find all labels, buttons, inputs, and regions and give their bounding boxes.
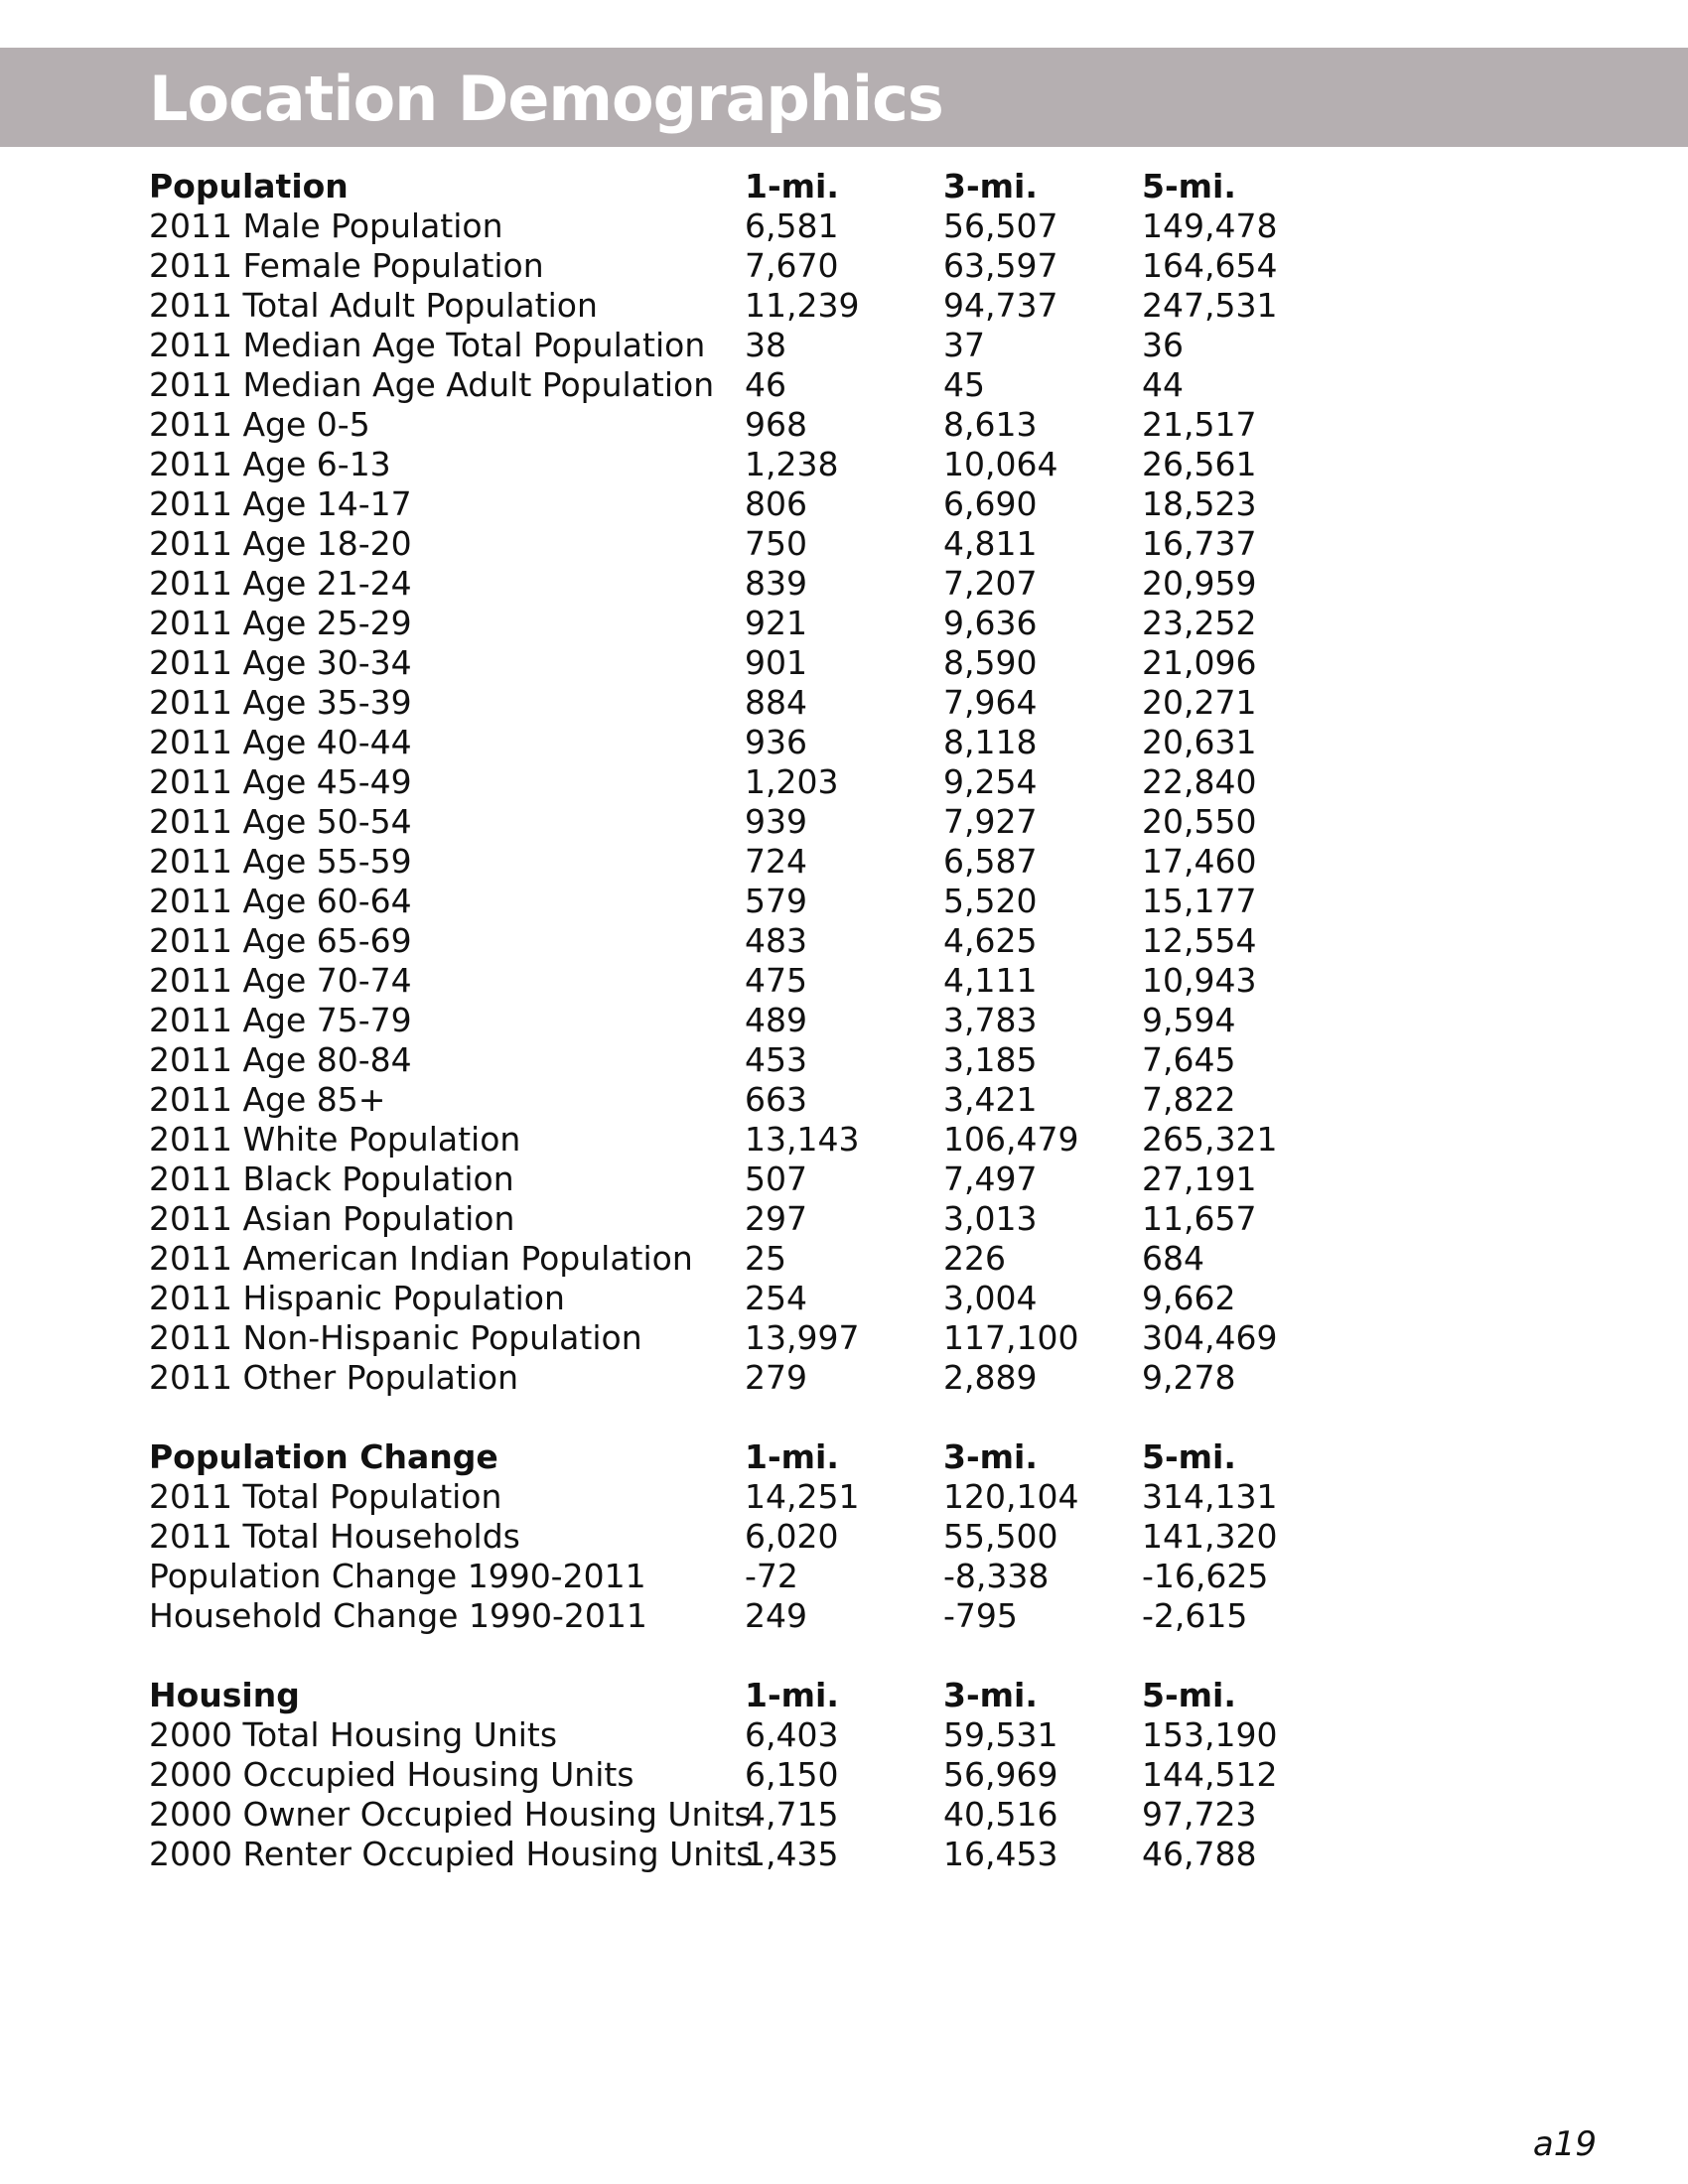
row-label: 2011 Age 0-5 (149, 405, 370, 444)
row-value: 149,478 (1142, 206, 1278, 245)
row-value: 16,453 (943, 1835, 1058, 1873)
table-row (149, 1517, 1340, 1557)
table-row (149, 643, 1340, 683)
row-value: 921 (745, 604, 807, 642)
row-label: 2011 Total Population (149, 1477, 502, 1516)
row-value: 279 (745, 1358, 807, 1397)
row-value: 489 (745, 1001, 807, 1039)
table-row (149, 683, 1340, 723)
row-value: 27,191 (1142, 1160, 1257, 1198)
row-value: 9,278 (1142, 1358, 1236, 1397)
column-header: 1-mi. (745, 1437, 839, 1476)
row-value: 22,840 (1142, 762, 1257, 801)
row-value: 7,645 (1142, 1040, 1236, 1079)
table-row (149, 762, 1340, 802)
column-header: 5-mi. (1142, 167, 1236, 205)
row-label: 2011 Age 80-84 (149, 1040, 412, 1079)
table-row (149, 921, 1340, 961)
row-value: 20,271 (1142, 683, 1257, 722)
section-header-row (149, 167, 1340, 206)
row-label: 2011 Age 70-74 (149, 961, 412, 1000)
table-row (149, 405, 1340, 445)
row-label: 2011 White Population (149, 1120, 521, 1159)
row-value: 839 (745, 564, 807, 603)
row-value: 59,531 (943, 1715, 1058, 1754)
row-label: 2011 Age 21-24 (149, 564, 412, 603)
section-heading: Population (149, 167, 349, 205)
row-value: 475 (745, 961, 807, 1000)
page-number: a19 (1532, 2124, 1597, 2164)
row-value: 46 (745, 365, 786, 404)
row-value: 7,670 (745, 246, 839, 285)
table-row (149, 723, 1340, 762)
row-label: 2000 Occupied Housing Units (149, 1755, 634, 1794)
section-heading: Housing (149, 1676, 300, 1714)
row-value: 663 (745, 1080, 807, 1119)
row-value: 25 (745, 1239, 786, 1278)
row-value: 3,421 (943, 1080, 1038, 1119)
row-value: 3,004 (943, 1279, 1038, 1317)
table-row (149, 1001, 1340, 1040)
row-value: 44 (1142, 365, 1184, 404)
row-value: 20,631 (1142, 723, 1257, 761)
column-header: 3-mi. (943, 1437, 1038, 1476)
row-value: 21,517 (1142, 405, 1257, 444)
row-label: 2011 Total Adult Population (149, 286, 598, 325)
row-value: 314,131 (1142, 1477, 1278, 1516)
row-label: 2011 Total Households (149, 1517, 520, 1556)
row-label: 2011 Other Population (149, 1358, 519, 1397)
table-row (149, 1199, 1340, 1239)
row-value: 38 (745, 326, 786, 364)
row-value: 7,207 (943, 564, 1038, 603)
table-row (149, 882, 1340, 921)
row-label: 2011 Age 75-79 (149, 1001, 412, 1039)
row-value: 17,460 (1142, 842, 1257, 881)
row-value: 254 (745, 1279, 807, 1317)
table-row (149, 286, 1340, 326)
table-row (149, 842, 1340, 882)
row-value: 8,613 (943, 405, 1038, 444)
row-label: 2011 Hispanic Population (149, 1279, 565, 1317)
table-row (149, 524, 1340, 564)
column-header: 1-mi. (745, 1676, 839, 1714)
row-label: 2011 Age 45-49 (149, 762, 412, 801)
row-value: 249 (745, 1596, 807, 1635)
row-value: 901 (745, 643, 807, 682)
table-row (149, 1120, 1340, 1160)
row-value: 55,500 (943, 1517, 1058, 1556)
row-value: 7,497 (943, 1160, 1038, 1198)
table-row (149, 1318, 1340, 1358)
row-label: 2011 Age 35-39 (149, 683, 412, 722)
row-label: 2011 Age 55-59 (149, 842, 412, 881)
table-row (149, 1596, 1340, 1636)
row-value: 13,143 (745, 1120, 860, 1159)
table-row (149, 1835, 1340, 1874)
table-row (149, 484, 1340, 524)
row-value: 94,737 (943, 286, 1058, 325)
table-row (149, 1755, 1340, 1795)
table-row (149, 1557, 1340, 1596)
row-label: 2011 Median Age Adult Population (149, 365, 715, 404)
table-row (149, 365, 1340, 405)
table-row (149, 1358, 1340, 1398)
row-value: 4,715 (745, 1795, 839, 1834)
page-title: Location Demographics (149, 63, 943, 135)
row-value: 936 (745, 723, 807, 761)
row-value: 9,662 (1142, 1279, 1236, 1317)
row-value: 120,104 (943, 1477, 1079, 1516)
row-value: 6,150 (745, 1755, 839, 1794)
row-value: 1,203 (745, 762, 839, 801)
row-value: 164,654 (1142, 246, 1278, 285)
row-label: 2011 American Indian Population (149, 1239, 693, 1278)
row-value: 153,190 (1142, 1715, 1278, 1754)
row-value: 15,177 (1142, 882, 1257, 920)
row-value: 20,550 (1142, 802, 1257, 841)
row-value: 8,118 (943, 723, 1038, 761)
row-label: 2011 Age 18-20 (149, 524, 412, 563)
row-value: 36 (1142, 326, 1184, 364)
row-value: 265,321 (1142, 1120, 1278, 1159)
row-value: 939 (745, 802, 807, 841)
row-value: 750 (745, 524, 807, 563)
row-value: 56,969 (943, 1755, 1058, 1794)
row-value: 968 (745, 405, 807, 444)
row-value: 21,096 (1142, 643, 1257, 682)
row-value: 297 (745, 1199, 807, 1238)
section-header-row (149, 1676, 1340, 1715)
column-header: 3-mi. (943, 1676, 1038, 1714)
row-label: 2011 Black Population (149, 1160, 514, 1198)
table-row (149, 802, 1340, 842)
row-value: 884 (745, 683, 807, 722)
column-header: 5-mi. (1142, 1676, 1236, 1714)
table-row (149, 206, 1340, 246)
row-value: 4,811 (943, 524, 1038, 563)
row-value: -72 (745, 1557, 798, 1595)
row-value: 45 (943, 365, 985, 404)
row-value: 304,469 (1142, 1318, 1278, 1357)
row-value: 10,064 (943, 445, 1058, 483)
section-header-row (149, 1437, 1340, 1477)
row-label: 2011 Non-Hispanic Population (149, 1318, 642, 1357)
row-label: 2011 Female Population (149, 246, 544, 285)
table-row (149, 445, 1340, 484)
title-bar (0, 48, 1688, 147)
row-label: Population Change 1990-2011 (149, 1557, 646, 1595)
row-value: 6,020 (745, 1517, 839, 1556)
row-value: -8,338 (943, 1557, 1050, 1595)
row-value: 23,252 (1142, 604, 1257, 642)
row-value: 453 (745, 1040, 807, 1079)
row-value: 3,185 (943, 1040, 1038, 1079)
row-label: 2011 Age 30-34 (149, 643, 412, 682)
row-value: 18,523 (1142, 484, 1257, 523)
row-value: 7,927 (943, 802, 1038, 841)
row-value: 16,737 (1142, 524, 1257, 563)
row-value: 6,403 (745, 1715, 839, 1754)
row-value: 6,581 (745, 206, 839, 245)
table-row (149, 1080, 1340, 1120)
section-population-change (149, 1437, 1340, 1636)
row-value: 3,013 (943, 1199, 1038, 1238)
row-label: 2011 Age 85+ (149, 1080, 386, 1119)
row-label: 2011 Asian Population (149, 1199, 515, 1238)
table-row (149, 1040, 1340, 1080)
table-row (149, 1477, 1340, 1517)
row-value: 4,111 (943, 961, 1038, 1000)
table-row (149, 326, 1340, 365)
row-value: 9,254 (943, 762, 1038, 801)
column-header: 3-mi. (943, 167, 1038, 205)
row-label: 2011 Age 65-69 (149, 921, 412, 960)
row-value: 507 (745, 1160, 807, 1198)
row-label: 2011 Age 6-13 (149, 445, 391, 483)
row-value: 806 (745, 484, 807, 523)
row-value: 5,520 (943, 882, 1038, 920)
row-label: 2011 Age 40-44 (149, 723, 412, 761)
row-value: 117,100 (943, 1318, 1079, 1357)
row-value: 2,889 (943, 1358, 1038, 1397)
row-value: 40,516 (943, 1795, 1058, 1834)
row-value: 247,531 (1142, 286, 1278, 325)
row-value: 63,597 (943, 246, 1058, 285)
table-row (149, 1795, 1340, 1835)
row-value: 1,238 (745, 445, 839, 483)
row-value: 1,435 (745, 1835, 839, 1873)
table-row (149, 246, 1340, 286)
row-value: 97,723 (1142, 1795, 1257, 1834)
row-label: Household Change 1990-2011 (149, 1596, 647, 1635)
row-label: 2011 Male Population (149, 206, 503, 245)
row-value: 46,788 (1142, 1835, 1257, 1873)
row-value: -16,625 (1142, 1557, 1269, 1595)
row-label: 2011 Age 50-54 (149, 802, 412, 841)
row-value: 11,657 (1142, 1199, 1257, 1238)
section-population (149, 167, 1340, 1398)
table-row (149, 961, 1340, 1001)
row-value: 8,590 (943, 643, 1038, 682)
column-header: 1-mi. (745, 167, 839, 205)
demographics-tables (149, 167, 1340, 1914)
row-value: 26,561 (1142, 445, 1257, 483)
row-value: 483 (745, 921, 807, 960)
row-value: 6,690 (943, 484, 1038, 523)
section-housing (149, 1676, 1340, 1874)
table-row (149, 604, 1340, 643)
table-row (149, 564, 1340, 604)
row-value: 724 (745, 842, 807, 881)
row-value: 9,594 (1142, 1001, 1236, 1039)
row-value: 7,822 (1142, 1080, 1236, 1119)
row-value: 4,625 (943, 921, 1038, 960)
row-value: 37 (943, 326, 985, 364)
row-value: 10,943 (1142, 961, 1257, 1000)
table-row (149, 1279, 1340, 1318)
row-value: 13,997 (745, 1318, 860, 1357)
row-label: 2000 Owner Occupied Housing Units (149, 1795, 752, 1834)
row-label: 2011 Median Age Total Population (149, 326, 706, 364)
table-row (149, 1715, 1340, 1755)
row-value: 6,587 (943, 842, 1038, 881)
row-value: 7,964 (943, 683, 1038, 722)
row-value: 56,507 (943, 206, 1058, 245)
row-label: 2011 Age 25-29 (149, 604, 412, 642)
column-header: 5-mi. (1142, 1437, 1236, 1476)
row-value: 11,239 (745, 286, 860, 325)
row-value: 141,320 (1142, 1517, 1278, 1556)
row-value: -795 (943, 1596, 1018, 1635)
table-row (149, 1239, 1340, 1279)
row-value: 684 (1142, 1239, 1204, 1278)
row-value: 3,783 (943, 1001, 1038, 1039)
row-value: 12,554 (1142, 921, 1257, 960)
row-label: 2000 Total Housing Units (149, 1715, 558, 1754)
row-value: 14,251 (745, 1477, 860, 1516)
row-label: 2011 Age 60-64 (149, 882, 412, 920)
row-value: 106,479 (943, 1120, 1079, 1159)
row-value: 226 (943, 1239, 1006, 1278)
row-label: 2011 Age 14-17 (149, 484, 412, 523)
row-value: 9,636 (943, 604, 1038, 642)
row-value: 144,512 (1142, 1755, 1278, 1794)
table-row (149, 1160, 1340, 1199)
row-value: 579 (745, 882, 807, 920)
row-value: 20,959 (1142, 564, 1257, 603)
section-heading: Population Change (149, 1437, 498, 1476)
row-label: 2000 Renter Occupied Housing Units (149, 1835, 754, 1873)
row-value: -2,615 (1142, 1596, 1248, 1635)
